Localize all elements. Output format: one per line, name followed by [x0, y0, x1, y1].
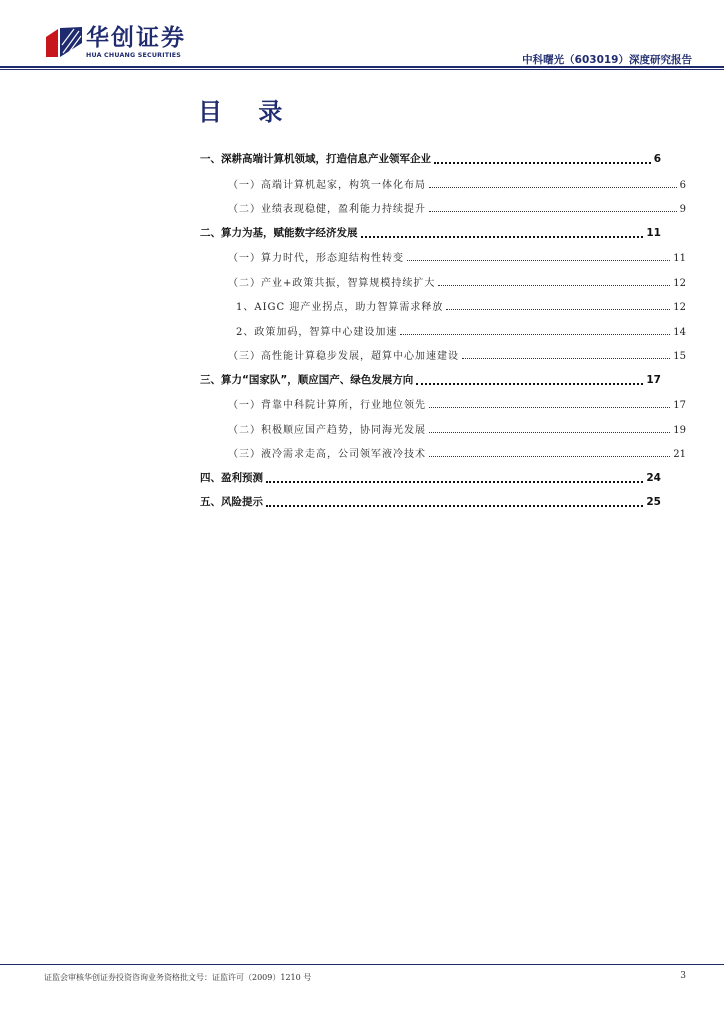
toc-entry-page: 25 [646, 496, 661, 508]
toc-entry-page: 14 [673, 327, 686, 338]
toc-entry-page: 6 [679, 180, 686, 191]
toc-entry-text: （二）产业+政策共振，智算规模持续扩大 [228, 278, 436, 289]
toc-entry-text: 一、深耕高端计算机领域，打造信息产业领军企业 [200, 153, 431, 165]
toc-entry[interactable] [200, 470, 661, 486]
toc-entry[interactable] [228, 274, 686, 290]
toc-entry[interactable] [200, 372, 661, 388]
toc-entry[interactable] [236, 298, 686, 314]
toc-entry[interactable] [228, 347, 686, 363]
toc-entry-page: 6 [653, 153, 661, 165]
footer-disclaimer: 证监会审核华创证券投资咨询业务资格批文号：证监许可（2009）1210 号 [44, 973, 312, 982]
toc-leader-dots [429, 398, 670, 408]
header-divider [0, 66, 724, 68]
toc-entry-text: （一）算力时代，形态迎结构性转变 [228, 253, 404, 264]
toc-entry-page: 17 [646, 374, 661, 386]
toc-title: 目 录 [198, 98, 297, 126]
toc-entry-text: （一）背靠中科院计算所，行业地位领先 [228, 400, 426, 411]
toc-leader-dots [446, 300, 670, 310]
footer-divider [0, 964, 724, 965]
report-title: 中科曙光（603019）深度研究报告 [522, 54, 692, 66]
toc-entry-page: 9 [679, 204, 686, 215]
toc-entry-text: 二、算力为基，赋能数字经济发展 [200, 227, 358, 239]
toc-leader-dots [429, 447, 670, 457]
toc-leader-dots [434, 153, 651, 164]
toc-entry-page: 24 [646, 472, 661, 484]
toc-entry[interactable] [228, 200, 686, 216]
toc-entry-text: 五、风险提示 [200, 496, 263, 508]
toc-entry[interactable] [228, 396, 686, 412]
toc-leader-dots [266, 496, 643, 507]
toc-entry-page: 19 [673, 425, 686, 436]
brand-name-english: HUA CHUANG SECURITIES [86, 52, 182, 59]
toc-leader-dots [416, 374, 643, 385]
huachuang-logo-icon [46, 27, 82, 57]
toc-entry-page: 15 [673, 351, 686, 362]
toc-entry[interactable] [200, 151, 661, 167]
toc-entry-text: 1、AIGC 迎产业拐点，助力智算需求释放 [236, 302, 444, 313]
toc-entry-text: 四、盈利预测 [200, 472, 263, 484]
toc-leader-dots [361, 227, 644, 238]
toc-leader-dots [407, 251, 670, 261]
toc-entry[interactable] [228, 249, 686, 265]
toc-entry-page: 11 [646, 227, 661, 239]
toc-entry[interactable] [200, 494, 661, 510]
toc-entry[interactable] [228, 421, 686, 437]
header-divider-thin [0, 69, 724, 70]
toc-entry-text: 2、政策加码，智算中心建设加速 [236, 327, 398, 338]
toc-leader-dots [429, 202, 677, 212]
toc-leader-dots [438, 276, 670, 286]
toc-entry[interactable] [200, 225, 661, 241]
toc-entry-text: （一）高端计算机起家，构筑一体化布局 [228, 180, 426, 191]
toc-entry-text: 三、算力“国家队”，顺应国产、绿色发展方向 [200, 374, 414, 386]
toc-entry[interactable] [228, 176, 686, 192]
page-number: 3 [680, 971, 686, 981]
toc-entry[interactable] [236, 323, 686, 339]
toc-entry-page: 11 [673, 253, 686, 264]
toc-entry-page: 21 [673, 449, 686, 460]
toc-entry-text: （三）高性能计算稳步发展，超算中心加速建设 [228, 351, 459, 362]
toc-entry[interactable] [228, 445, 686, 461]
toc-leader-dots [266, 472, 643, 483]
brand-name: 华创证券 [86, 25, 186, 51]
toc-leader-dots [429, 423, 670, 433]
toc-leader-dots [429, 178, 677, 188]
toc-entry-text: （二）业绩表现稳健，盈利能力持续提升 [228, 204, 426, 215]
toc-entry-page: 12 [673, 302, 686, 313]
toc-entry-text: （三）液冷需求走高，公司领军液冷技术 [228, 449, 426, 460]
toc-entry-text: （二）积极顺应国产趋势，协同海光发展 [228, 425, 426, 436]
page-header [0, 0, 724, 70]
toc-leader-dots [400, 325, 670, 335]
toc-leader-dots [462, 349, 670, 359]
toc-entry-page: 17 [673, 400, 686, 411]
toc-entry-page: 12 [673, 278, 686, 289]
